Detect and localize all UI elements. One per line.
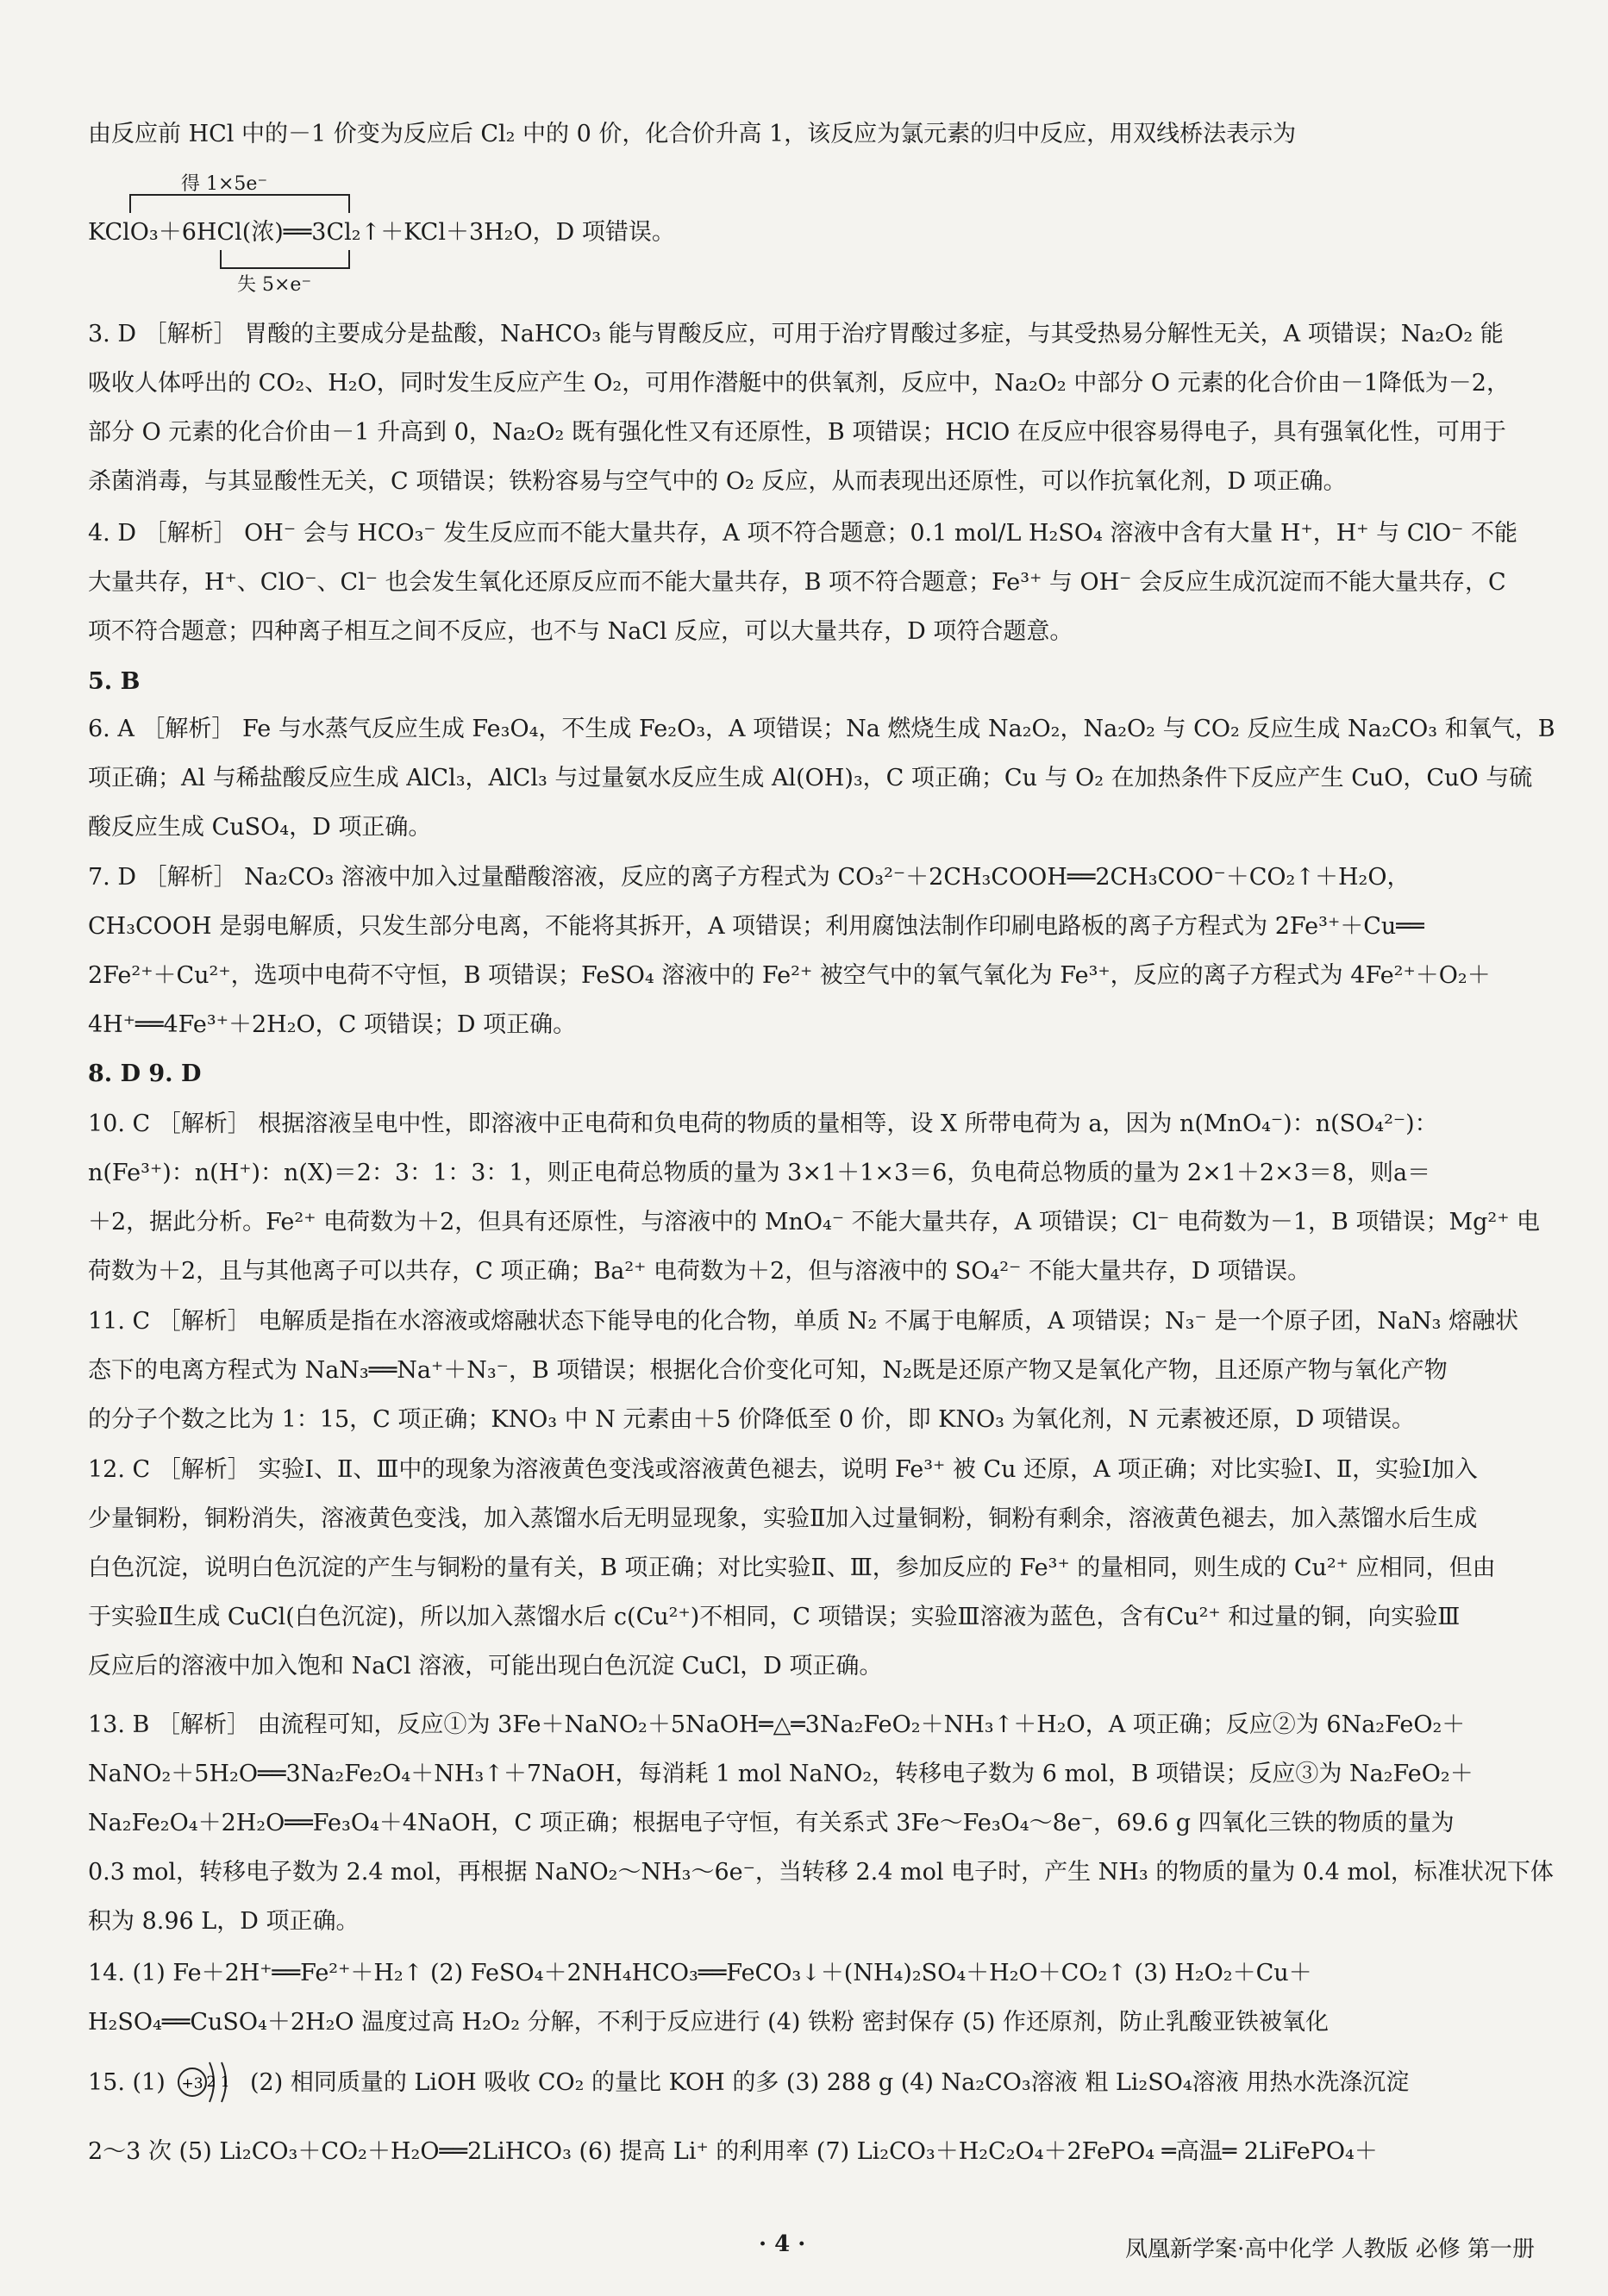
loss-electron-label: 失 5×e⁻ — [237, 274, 312, 296]
q15-line-1: (2) 相同质量的 LiOH 吸收 CO₂ 的量比 KOH 的多 (3) 288 g (4) Na₂CO₃溶液 粗 Li₂SO₄溶液 用热水洗涤沉淀 — [250, 2069, 1410, 2096]
q6-line-3: 酸反应生成 CuSO₄，D 项正确。 — [88, 814, 432, 841]
q7-line-1: 7. D ［解析］ Na₂CO₃ 溶液中加入过量醋酸溶液，反应的离子方程式为 CO₃²⁻＋2CH₃COOH══2CH₃COO⁻＋CO₂↑＋H₂O， — [88, 864, 1411, 891]
q15-line-2: 2～3 次 (5) Li₂CO₃＋CO₂＋H₂O══2LiHCO₃ (6) 提高 Li⁺ 的利用率 (7) Li₂CO₃＋H₂C₂O₄＋2FePO₄ ═高温═ 2LiFePO₄＋ — [88, 2138, 1378, 2165]
bridge-equation: KClO₃＋6HCl(浓)══3Cl₂↑＋KCl＋3H₂O，D 项错误。 — [88, 219, 675, 246]
q12-line-3: 白色沉淀，说明白色沉淀的产生与铜粉的量有关，B 项正确；对比实验Ⅱ、Ⅲ，参加反应的 Fe³⁺ 的量相同，则生成的 Cu²⁺ 应相同，但由 — [88, 1555, 1496, 1581]
q14-line-2: H₂SO₄══CuSO₄＋2H₂O 温度过高 H₂O₂ 分解，不利于反应进行 (4) 铁粉 密封保存 (5) 作还原剂，防止乳酸亚铁被氧化 — [88, 2009, 1330, 2036]
q15-prefix: 15. (1) — [88, 2069, 166, 2096]
q13-line-1: 13. B ［解析］ 由流程可知，反应①为 3Fe＋NaNO₂＋5NaOH═△═3Na₂FeO₂＋NH₃↑＋H₂O，A 项正确；反应②为 6Na₂FeO₂＋ — [88, 1711, 1466, 1738]
q13-line-2: NaNO₂＋5H₂O══3Na₂Fe₂O₄＋NH₃↑＋7NaOH，每消耗 1 mol NaNO₂，转移电子数为 6 mol，B 项错误；反应③为 Na₂FeO₂＋ — [88, 1761, 1473, 1787]
q8-9-line: 8. D 9. D — [88, 1060, 202, 1087]
q11-line-1: 11. C ［解析］ 电解质是指在水溶液或熔融状态下能导电的化合物，单质 N₂ 不属于电解质，A 项错误；N₃⁻ 是一个原子团，NaN₃ 熔融状 — [88, 1308, 1519, 1335]
book-info: 凤凰新学案·高中化学 人教版 必修 第一册 — [1125, 2237, 1536, 2262]
q4-line-3: 项不符合题意；四种离子相互之间不反应，也不与 NaCl 反应，可以大量共存，D 项符合题意。 — [88, 618, 1073, 645]
q13-line-5: 积为 8.96 L，D 项正确。 — [88, 1908, 360, 1935]
q12-line-2: 少量铜粉，铜粉消失，溶液黄色变浅，加入蒸馏水后无明显现象，实验Ⅱ加入过量铜粉，铜粉有剩余，溶液黄色褪去，加入蒸馏水后生成 — [88, 1505, 1478, 1532]
q11-line-3: 的分子个数之比为 1：15，C 项正确；KNO₃ 中 N 元素由＋5 价降低至 0 价，即 KNO₃ 为氧化剂，N 元素被还原，D 项错误。 — [88, 1406, 1415, 1433]
q4-line-2: 大量共存，H⁺、ClO⁻、Cl⁻ 也会发生氧化还原反应而不能大量共存，B 项不符合题意；Fe³⁺ 与 OH⁻ 会反应生成沉淀而不能大量共存，C — [88, 569, 1506, 596]
q6-line-2: 项正确；Al 与稀盐酸反应生成 AlCl₃，AlCl₃ 与过量氨水反应生成 Al(OH)₃，C 项正确；Cu 与 O₂ 在加热条件下反应产生 CuO，CuO 与硫 — [88, 765, 1533, 791]
q3-line-1: 3. D ［解析］ 胃酸的主要成分是盐酸，NaHCO₃ 能与胃酸反应，可用于治疗胃酸过多症，与其受热易分解性无关，A 项错误；Na₂O₂ 能 — [88, 321, 1504, 347]
q14-line-1: 14. (1) Fe＋2H⁺══Fe²⁺＋H₂↑ (2) FeSO₄＋2NH₄HCO₃══FeCO₃↓＋(NH₄)₂SO₄＋H₂O＋CO₂↑ (3) H₂O₂＋Cu＋ — [88, 1960, 1312, 1986]
q12-line-1: 12. C ［解析］ 实验Ⅰ、Ⅱ、Ⅲ中的现象为溶液黄色变浅或溶液黄色褪去，说明 Fe³⁺ 被 Cu 还原，A 项正确；对比实验Ⅰ、Ⅱ，实验Ⅰ加入 — [88, 1456, 1478, 1483]
atom-nucleus: +3 — [181, 2075, 203, 2093]
q12-line-5: 反应后的溶液中加入饱和 NaCl 溶液，可能出现白色沉淀 CuCl，D 项正确。 — [88, 1653, 883, 1680]
q5-line: 5. B — [88, 668, 141, 695]
q4-line-1: 4. D ［解析］ OH⁻ 会与 HCO₃⁻ 发生反应而不能大量共存，A 项不符合题意；0.1 mol/L H₂SO₄ 溶液中含有大量 H⁺，H⁺ 与 ClO⁻ 不能 — [88, 520, 1517, 547]
q11-line-2: 态下的电离方程式为 NaN₃══Na⁺＋N₃⁻，B 项错误；根据化合价变化可知，N₂既是还原产物又是氧化产物，且还原产物与氧化产物 — [88, 1357, 1448, 1384]
gain-bracket — [129, 194, 350, 213]
q10-line-1: 10. C ［解析］ 根据溶液呈电中性，即溶液中正电荷和负电荷的物质的量相等，设 X 所带电荷为 a，因为 n(MnO₄⁻)：n(SO₄²⁻)： — [88, 1110, 1438, 1137]
loss-bracket — [220, 250, 350, 269]
q12-line-4: 于实验Ⅱ生成 CuCl(白色沉淀)，所以加入蒸馏水后 c(Cu²⁺)不相同，C 项错误；实验Ⅲ溶液为蓝色，含有Cu²⁺ 和过量的铜，向实验Ⅲ — [88, 1604, 1461, 1630]
q7-line-4: 4H⁺══4Fe³⁺＋2H₂O，C 项错误；D 项正确。 — [88, 1011, 577, 1038]
q13-line-4: 0.3 mol，转移电子数为 2.4 mol，再根据 NaNO₂～NH₃～6e⁻，当转移 2.4 mol 电子时，产生 NH₃ 的物质的量为 0.4 mol，标准状况下体 — [88, 1859, 1554, 1886]
q13-line-3: Na₂Fe₂O₄＋2H₂O══Fe₃O₄＋4NaOH，C 项正确；根据电子守恒，有关系式 3Fe～Fe₃O₄～8e⁻，69.6 g 四氧化三铁的物质的量为 — [88, 1810, 1455, 1836]
q3-line-2: 吸收人体呼出的 CO₂、H₂O，同时发生反应产生 O₂，可用作潜艇中的供氧剂，反应中，Na₂O₂ 中部分 O 元素的化合价由－1降低为－2， — [88, 370, 1510, 397]
page-number: · 4 · — [759, 2231, 806, 2257]
gain-electron-label: 得 1×5e⁻ — [181, 173, 268, 195]
q10-line-2: n(Fe³⁺)：n(H⁺)：n(X)＝2：3：1：3：1，则正电荷总物质的量为 3×1＋1×3＝6，负电荷总物质的量为 2×1＋2×3＝8，则a＝ — [88, 1160, 1431, 1186]
q10-line-3: ＋2，据此分析。Fe²⁺ 电荷数为＋2，但具有还原性，与溶液中的 MnO₄⁻ 不能大量共存，A 项错误；Cl⁻ 电荷数为－1，B 项错误；Mg²⁺ 电 — [88, 1209, 1541, 1236]
q6-line-1: 6. A ［解析］ Fe 与水蒸气反应生成 Fe₃O₄，不生成 Fe₂O₃，A 项错误；Na 燃烧生成 Na₂O₂，Na₂O₂ 与 CO₂ 反应生成 Na₂CO₃ 和氧气，B — [88, 716, 1555, 742]
q7-line-2: CH₃COOH 是弱电解质，只发生部分电离，不能将其拆开，A 项错误；利用腐蚀法制作印刷电路板的离子方程式为 2Fe³⁺＋Cu══ — [88, 913, 1424, 940]
q10-line-4: 荷数为＋2，且与其他离子可以共存，C 项正确；Ba²⁺ 电荷数为＋2，但与溶液中的 SO₄²⁻ 不能大量共存，D 项错误。 — [88, 1258, 1311, 1285]
q3-line-4: 杀菌消毒，与其显酸性无关，C 项错误；铁粉容易与空气中的 O₂ 反应，从而表现出还原性，可以作抗氧化剂，D 项正确。 — [88, 468, 1347, 495]
lithium-atom-diagram — [177, 2052, 237, 2116]
atom-shells: 2 1 — [206, 2074, 230, 2091]
q7-line-3: 2Fe²⁺＋Cu²⁺，选项中电荷不守恒，B 项错误；FeSO₄ 溶液中的 Fe²⁺ 被空气中的氧气氧化为 Fe³⁺，反应的离子方程式为 4Fe²⁺＋O₂＋ — [88, 962, 1491, 989]
intro-line: 由反应前 HCl 中的－1 价变为反应后 Cl₂ 中的 0 价，化合价升高 1，该反应为氯元素的归中反应，用双线桥法表示为 — [88, 121, 1297, 147]
q3-line-3: 部分 O 元素的化合价由－1 升高到 0，Na₂O₂ 既有强化性又有还原性，B 项错误；HClO 在反应中很容易得电子，具有强氧化性，可用于 — [88, 419, 1506, 446]
